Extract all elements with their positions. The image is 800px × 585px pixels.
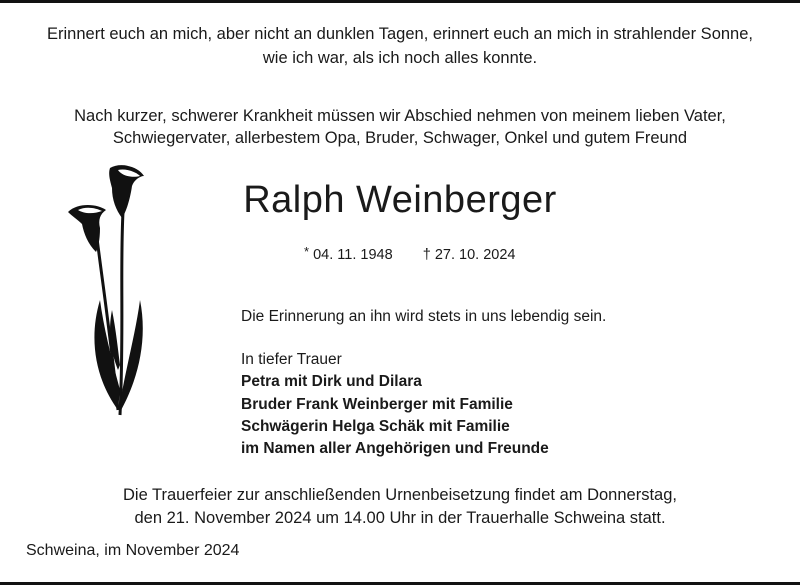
mourners-block	[241, 349, 549, 460]
death-symbol: †	[422, 247, 431, 263]
mourner-3: Schwägerin Helga Schäk mit Familie	[241, 417, 510, 435]
calla-lily-icon	[60, 160, 170, 420]
mourners-heading: In tiefer Trauer	[241, 351, 342, 368]
memory-text: Die Erinnerung an ihn wird stets in uns lebendig sein.	[241, 308, 607, 325]
top-border	[0, 0, 800, 3]
birth-date: 04. 11. 1948	[313, 247, 393, 263]
intro-line-1: Nach kurzer, schwerer Krankheit müssen wir Abschied nehmen von meinem lieben Vater,	[74, 107, 726, 125]
mourner-2: Bruder Frank Weinberger mit Familie	[241, 395, 513, 413]
mourner-1: Petra mit Dirk und Dilara	[241, 373, 422, 391]
poem-line-1: Erinnert euch an mich, aber nicht an dunklen Tagen, erinnert euch an mich in strahlender Sonne,	[47, 25, 753, 43]
mourner-4: im Namen aller Angehörigen und Freunde	[241, 440, 549, 458]
poem-line-2: wie ich war, als ich noch alles konnte.	[262, 49, 538, 67]
intro-line-2: Schwiegervater, allerbestem Opa, Bruder, Schwager, Onkel und gutem Freund	[112, 129, 688, 147]
life-dates	[304, 246, 515, 264]
funeral-line-1: Die Trauerfeier zur anschließenden Urnenbeisetzung findet am Donnerstag,	[123, 486, 677, 504]
place-date: Schweina, im November 2024	[26, 542, 240, 559]
funeral-line-2: den 21. November 2024 um 14.00 Uhr in der Trauerhalle Schweina statt.	[134, 509, 666, 527]
birth-symbol: *	[304, 244, 310, 259]
deceased-name: Ralph Weinberger	[243, 179, 557, 221]
death-date: 27. 10. 2024	[434, 247, 516, 263]
